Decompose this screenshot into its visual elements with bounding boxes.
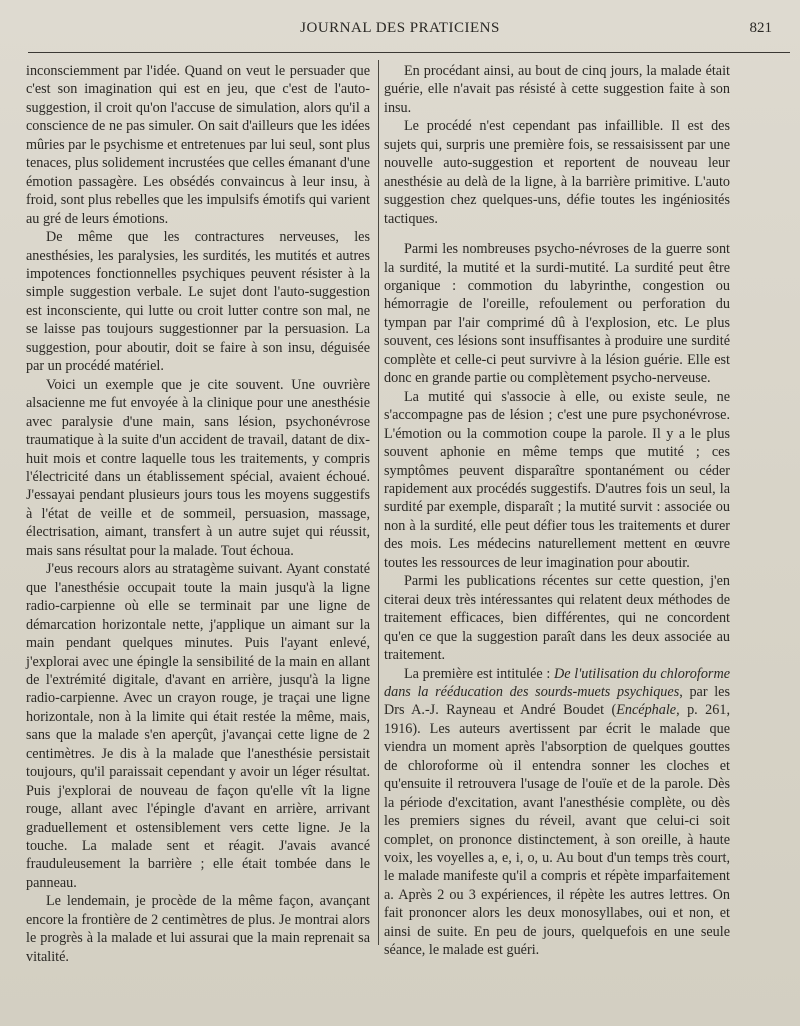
- citation-authors: , par les Drs A.-J. Rayneau et André Boudet (: [384, 683, 730, 719]
- cited-journal: Encéphale: [616, 702, 677, 719]
- paragraph: Parmi les nombreuses psycho-névroses de la guerre sont la surdité, la mutité et la surdi-mutité. La surdité peut être organique : commotion du labyrinthe, congestion ou hémorragie de l'oreille, refoulement ou perforation du tympan par l'air comprimé dû à l'explosion, etc. Le plus souvent, ces lésions sont insuffisantes à produire une surdité complète et celle-ci peut survivre à la lésion guérie. Elle est donc en grande partie ou complètement psycho-nerveuse.: [384, 241, 730, 387]
- paragraph: Voici un exemple que je cite souvent. Une ouvrière alsacienne me fut envoyée à la clinique pour une anesthésie avec paralysie d'une main, sans lésion, psychonévrose traumatique à la suite d'un accident de travail, datant de dix-huit mois et contre laquelle tous les traitements, y compris l'électricité dans un établissement spécial, avaient échoué. J'essayai pendant plusieurs jours tous les moyens suggestifs à l'état de veille et de sommeil, persuasion, massage, électrisation, aimant, transfert à un autre sujet qui réussit, mais sans résultat pour la malade. Tout échoua.: [26, 376, 370, 559]
- paragraph: inconsciemment par l'idée. Quand on veut le persuader que c'est son imagination qui est en jeu, que c'est de l'auto-suggestion, il croit qu'on l'accuse de simulation, alors qu'il a conscience de ne pas simuler. On sait d'ailleurs que les idées mûries par le psychisme et entretenues par lui seul, sont plus tenaces, plus solidement incrustées que celles émanant d'une émotion passagère. Les obsédés convaincus à leur insu, à froid, sont plus rebelles que les impulsifs émotifs qui varient au gré de leurs émotions.: [26, 63, 370, 227]
- paragraph: De même que les contractures nerveuses, les anesthésies, les paralysies, les surdités, les mutités et autres impotences fonctionnelles psychiques peuvent résister à la simple suggestion verbale. Le sujet dont l'auto-suggestion est inconsciente, qui lutte ou croit lutter contre son mal, ne se laisse pas toujours suggestionner par la persuasion. La suggestion, pour aboutir, doit se faire à son insu, déguisée par un procédé matériel.: [26, 229, 370, 375]
- journal-title: JOURNAL DES PRATICIENS: [300, 20, 500, 36]
- paragraph-citation: [384, 665, 730, 960]
- paragraph: J'eus recours alors au stratagème suivant. Ayant constaté que l'anesthésie occupait toute la main jusqu'à la ligne radio-carpienne où elle se terminait par une ligne de démarcation horizontale nette, j'applique un aimant sur la main pendant quelques minutes. Puis l'ayant enlevé, j'explorai avec une épingle la sensibilité de la main en allant de l'extrémité digitale, d'avant en arrière, jusqu'à la ligne radio-carpienne. Avec un crayon rouge, je traçai une ligne horizontale, non à la limite qui était restée la même, mais, sans que la malade s'en aperçût, j'avançai cette ligne de 2 centimètres. Je dis à la malade que l'anesthésie persistait toujours, qu'il paraissait cependant y avoir un léger résultat. Puis j'explorai de nouveau de façon qu'elle vît la ligne rouge, allant avec l'épingle d'avant en arrière, arrivant graduellement et ostensiblement vers cette ligne. Je la touche. La malade sent et réagit. J'avais avancé frauduleusement la barrière ; elle était tombée dans le panneau.: [26, 561, 370, 891]
- paragraph: La mutité qui s'associe à elle, ou existe seule, ne s'accompagne pas de lésion ; c'est une pure psychonévrose. L'émotion ou la commotion coupe la parole. Il y a le plus souvent aphonie en même temps que mutité ; ces symptômes peuvent disparaître spontanément ou céder rapidement aux procédés suggestifs. D'autres fois un seul, la surdité par exemple, disparaît ; la mutité survit : associée ou non à la surdité, elle peut défier tous les traitements et durer des mois. Les médecins naturellement mettent en œuvre toutes les ressources de leur imagination pour aboutir.: [384, 388, 730, 571]
- paragraph: Le lendemain, je procède de la même façon, avançant encore la frontière de 2 centimètres de plus. Je montrai alors le progrès à la malade et lui assurai que la main reprenait sa vitalité.: [26, 893, 370, 965]
- citation-intro: La première est intitulée :: [404, 665, 555, 682]
- running-header: [28, 18, 772, 42]
- left-column: [26, 62, 370, 966]
- cited-title: De l'utilisation du chloroforme dans la rééducation des sourds-muets psychiques: [384, 665, 730, 700]
- paragraph: En procédant ainsi, au bout de cinq jours, la malade était guérie, elle n'avait pas résisté à cette suggestion faite à son insu.: [384, 63, 730, 116]
- column-divider: [378, 60, 379, 945]
- right-column: [384, 62, 730, 960]
- paragraph: Le procédé n'est cependant pas infaillible. Il est des sujets qui, surpris une première fois, se ressaisissent par une nouvelle auto-suggestion et reportent de nouveau leur anesthésie au delà de la ligne, à la barrière primitive. L'auto suggestion chez quelques-uns, défie toutes les ingéniosités tactiques.: [384, 118, 730, 227]
- citation-body: , p. 261, 1916). Les auteurs avertissent par écrit le malade que viendra un moment après l'absorption de quelques gouttes de chloroforme où il entendra sonner les cloches et qu'ensuite il retrouvera l'usage de l'ouïe et de la parole. Dès la période d'excitation, avant l'anesthésie complète, ou dès les premiers signes du réveil, avant que celui-ci soit complet, on prononce distinctement, à son oreille, à haute voix, les voyelles a, e, i, o, u. Au bout d'un temps très court, le malade manifeste qu'il a compris et répète imparfaitement a. Après 2 ou 3 expériences, il répète les autres lettres. On fait prononcer alors les deux monosyllabes, oui et non, et ainsi de suite. En peu de jours, quelquefois en une seule séance, le malade est guéri.: [384, 702, 730, 959]
- header-rule: [28, 52, 790, 53]
- page-number: 821: [749, 20, 772, 36]
- paragraph: Parmi les publications récentes sur cette question, j'en citerai deux très intéressantes qui relatent deux méthodes de traitement efficaces, bien différentes, qui ne concordent qu'en ce que la suggestion paraît dans les deux associée au traitement.: [384, 573, 730, 664]
